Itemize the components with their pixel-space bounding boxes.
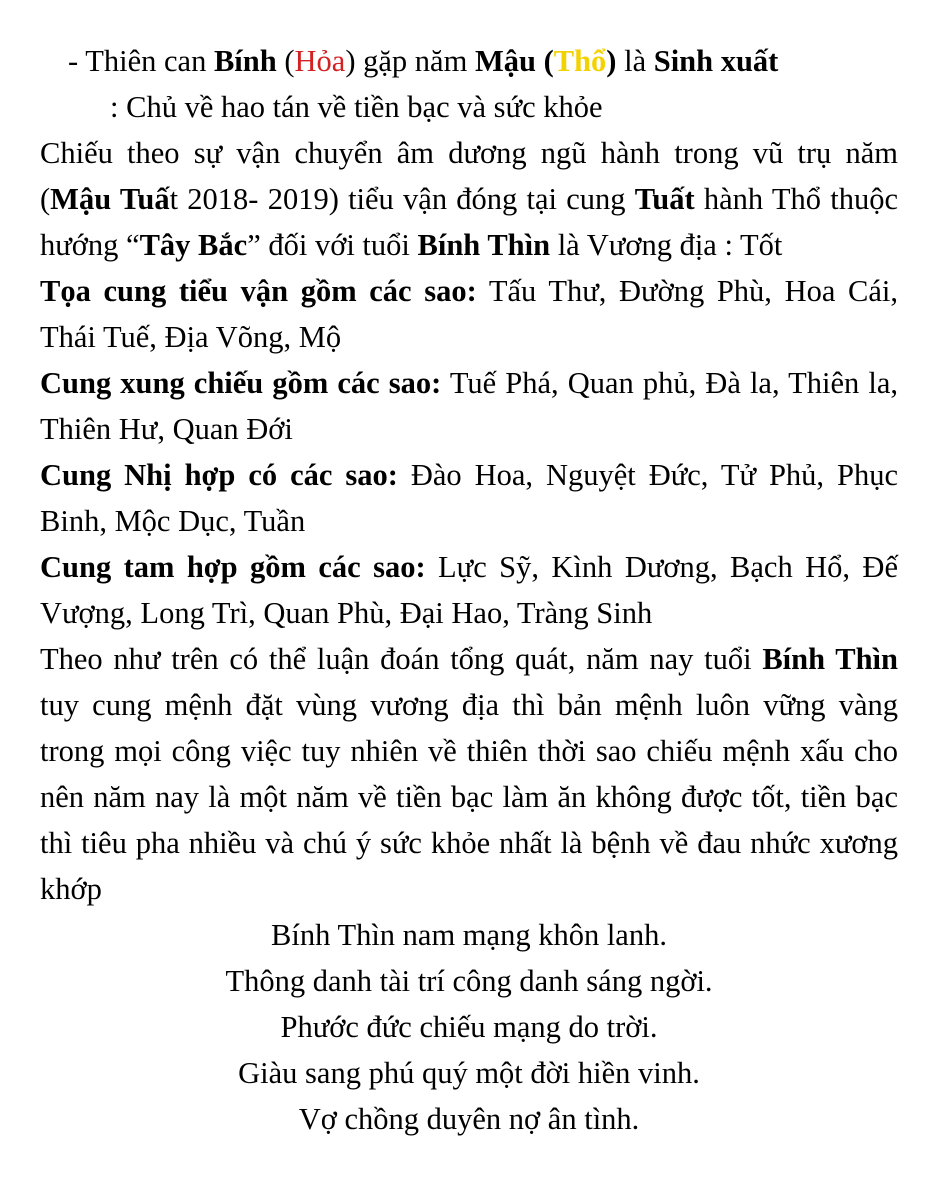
- bold-binh-thin: Bính Thìn: [417, 228, 551, 262]
- bullet-dash: -: [68, 44, 79, 78]
- poem-line: Phước đức chiếu mạng do trời.: [280, 1010, 658, 1044]
- section-label: Cung Nhị hợp có các sao:: [40, 458, 398, 492]
- bold-tay-bac: Tây Bắc: [139, 228, 248, 262]
- poem-line: Thông danh tài trí công danh sáng ngời.: [225, 964, 713, 998]
- section-label: Cung xung chiếu gồm các sao:: [40, 366, 442, 400]
- bullet-text: Thiên can: [78, 44, 214, 78]
- section-tam-hop: [40, 544, 898, 636]
- section-label: Tọa cung tiểu vận gồm các sao:: [40, 274, 477, 308]
- bullet-continuation: : Chủ về hao tán về tiền bạc và sức khỏe: [110, 90, 603, 124]
- poem-line: Bính Thìn nam mạng khôn lanh.: [271, 918, 667, 952]
- paragraph-conclusion: [40, 636, 898, 912]
- section-text: Tấu Thư, Đường Phù, Hoa Cái, Thái Tuế, Địa Võng, Mộ: [40, 274, 898, 354]
- bullet-item: [40, 38, 898, 84]
- poem-line: Giàu sang phú quý một đời hiền vinh.: [238, 1056, 700, 1090]
- section-xung-chieu: [40, 360, 898, 452]
- section-nhi-hop: [40, 452, 898, 544]
- bold-mau: Mậu (: [474, 44, 554, 78]
- element-hoa: Hỏa: [294, 44, 346, 78]
- section-text: Lực Sỹ, Kình Dương, Bạch Hổ, Đế Vượng, Long Trì, Quan Phù, Đại Hao, Tràng Sinh: [40, 550, 898, 630]
- para-text: ” đối với tuổi: [247, 228, 418, 262]
- bold-binh-thin: Bính Thìn: [762, 642, 898, 676]
- section-toa-cung: [40, 268, 898, 360]
- bullet-text: là: [616, 44, 654, 78]
- poem: [40, 912, 898, 1142]
- section-text: Tuế Phá, Quan phủ, Đà la, Thiên la, Thiên Hư, Quan Đới: [40, 366, 898, 446]
- bold-tuat: Tuất: [634, 182, 695, 216]
- bold-sinh-xuat: Sinh xuất: [653, 44, 779, 78]
- para-text: Theo như trên có thể luận đoán tổng quát, năm nay tuổi: [40, 642, 763, 676]
- para-text: hành Thổ thuộc hướng “: [40, 182, 898, 262]
- document-page: [40, 38, 898, 1142]
- element-tho: Thổ: [553, 44, 607, 78]
- paragraph-intro: [40, 130, 898, 268]
- section-text: Đào Hoa, Nguyệt Đức, Tử Phủ, Phục Binh, Mộc Dục, Tuần: [40, 458, 898, 538]
- para-text: tuy cung mệnh đặt vùng vương địa thì bản mệnh luôn vững vàng trong mọi công việc tuy nhiên về thiên thời sao chiếu mệnh xấu cho nên năm nay là một năm về tiền bạc làm ăn không được tốt, tiền bạc thì tiêu pha nhiều và chú ý sức khỏe nhất là bệnh về đau nhức xương khớp: [40, 688, 898, 906]
- para-text: Chiếu theo sự vận chuyển âm dương ngũ hành trong vũ trụ năm (: [40, 136, 898, 216]
- bold-paren: ): [606, 44, 617, 78]
- section-label: Cung tam hợp gồm các sao:: [40, 550, 426, 584]
- poem-line: Vợ chồng duyên nợ ân tình.: [298, 1102, 640, 1136]
- bold-binh: Bính: [213, 44, 277, 78]
- bold-mau-tuat: Mậu Tuấ: [50, 182, 170, 216]
- para-text: t 2018- 2019) tiểu vận đóng tại cung: [169, 182, 635, 216]
- bullet-text: ) gặp năm: [345, 44, 475, 78]
- para-text: là Vương địa : Tốt: [550, 228, 783, 262]
- bullet-text: (: [276, 44, 295, 78]
